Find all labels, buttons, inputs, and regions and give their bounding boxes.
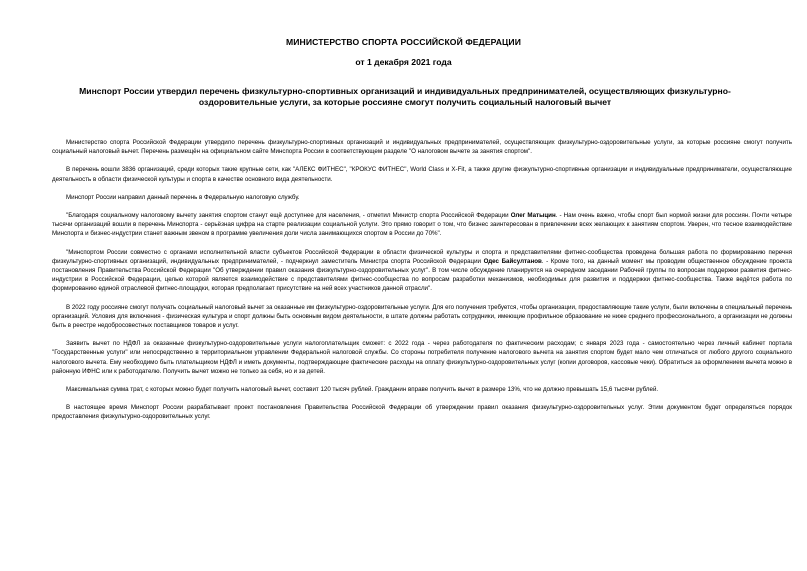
deputy-minister-name: Одес Байсултанов [483, 257, 542, 265]
paragraph-8: Максимальная сумма трат, с которых можно будет получить налоговый вычет, составит 120 тысяч рублей. Гражданин вправе получить вычет в размере 13%, что не должно превышать 15,6 тысячи рублей. [66, 386, 659, 394]
paragraph-2: В перечень вошли 3836 организаций, среди которых такие крупные сети, как "АЛЕКС ФИТНЕС", "КРОКУС ФИТНЕС", World Class и X-Fit, а также другие физкультурно-спортивные организации и индивидуальные предприниматели, осуществляющие деятельность в области физической культуры и спорта в качестве основного вида деятельности. [52, 166, 792, 183]
document-body [52, 138, 792, 422]
paragraph-4-text: "Благодаря социальному налоговому вычету занятия спортом станут ещё доступнее для населения, - отметил Министр спорта Российской Федерации [66, 212, 511, 220]
paragraph-5-text-cont: . - Кроме того, на данный момент мы проводим общественное обсуждение проекта постановления Правительства Российской Федерации "Об утверждении правил оказания физкультурно-оздоровительных услуг". В том числе обсуждение планируется на очередном заседании Рабочей группы по вопросам поддержки развития фитнес-индустрии в Российской Федерации, целью которой является взаимодействие с представителями фитнес-сообщества по вопросам разработки механизмов, необходимых для развития и поддержки фитнес-сообщества. Также ведётся работа по формированию единой отраслевой фитнес-площадки, которая предполагает присутствие на ней всех участников данной отрасли". [52, 257, 792, 293]
document-date: от 1 декабря 2021 года [355, 57, 452, 67]
paragraph-7: Заявить вычет по НДФЛ за оказанные физкультурно-оздоровительные услуги налогоплательщик сможет: с 2022 года - через работодателя по фактическим расходам; с января 2023 года - самостоятельно через личный кабинет портала "Государственные услуги" или непосредственно в территориальном управлении Федеральной налоговой службы. Со стороны потребителя получение налогового вычета на занятия спортом будет мало чем отличаться от любого другого социального налогового вычета. Ему необходимо быть плательщиком НДФЛ и иметь документы, подтверждающие фактические расходы на оплату физкультурно-оздоровительных услуг (копии договоров, кассовые чеки). Обратиться за оформлением вычета можно в районную ИФНС или к работодателю. Получить вычет можно не только за себя, но и за детей. [52, 340, 792, 375]
paragraph-1: Министерство спорта Российской Федерации утвердило перечень физкультурно-спортивных организаций и индивидуальных предпринимателей, осуществляющих физкультурно-оздоровительные услуги, за которые россияне смогут получить социальный налоговый вычет. Перечень размещён на официальном сайте Минспорта России в соответствующем разделе "О налоговом вычете за занятия спортом". [52, 139, 792, 156]
organization-heading: МИНИСТЕРСТВО СПОРТА РОССИЙСКОЙ ФЕДЕРАЦИИ [285, 37, 521, 47]
paragraph-4 [52, 211, 792, 239]
paragraph-5 [52, 248, 792, 294]
paragraph-5-text: "Минспортом России совместно с органами исполнительной власти субъектов Российской Федерации в области физической культуры и спорта и представителями фитнес-сообщества проведена большая работа по формированию перечня физкультурно-спортивных организаций, индивидуальных предпринимателей, - подчеркнул заместитель Министра спорта Российской Федерации [52, 248, 792, 265]
document-title: Минспорт России утвердил перечень физкультурно-спортивных организаций и индивидуальных предпринимателей, осуществляющих физкультурно-оздоровительные услуги, за которые россияне смогут получить социальный налоговый вычет [79, 86, 731, 107]
minister-name: Олег Матыцин [510, 212, 556, 220]
paragraph-9: В настоящее время Минспорт России разрабатывает проект постановления Правительства Российской Федерации об утверждении правил оказания физкультурно-оздоровительных услуг. Этим документом будет определяться порядок предоставления физкультурно-оздоровительных услуг. [52, 404, 792, 421]
paragraph-3: Минспорт России направил данный перечень в Федеральную налоговую службу. [66, 193, 300, 201]
paragraph-6: В 2022 году россияне смогут получать социальный налоговый вычет за оказанные им физкультурно-оздоровительные услуги. Для его получения требуется, чтобы организации, предоставляющие такие услуги, были включены в специальный перечень организаций. Условия для включения - физическая культура и спорт должны быть основным видом деятельности, в штате должны работать сотрудники, имеющие профильное образование не ниже среднего профессионального, а организации не должны быть в реестре недобросовестных поставщиков товаров и услуг. [52, 303, 792, 330]
paragraph-4-text-cont: . - Нам очень важно, чтобы спорт был нормой жизни для россиян. Почти четыре тысячи организаций вошли в перечень Минспорта - серьёзная цифра на старте реализации социальной услуги. Это прямо говорит о том, что бизнес заинтересован в привлечении всех желающих к занятиям спортом. Уверен, что тесное взаимодействие Минспорта и бизнес-индустрии станет важным звеном в программе увеличения доли числа занимающихся спортом в России до 70%". [52, 212, 792, 238]
